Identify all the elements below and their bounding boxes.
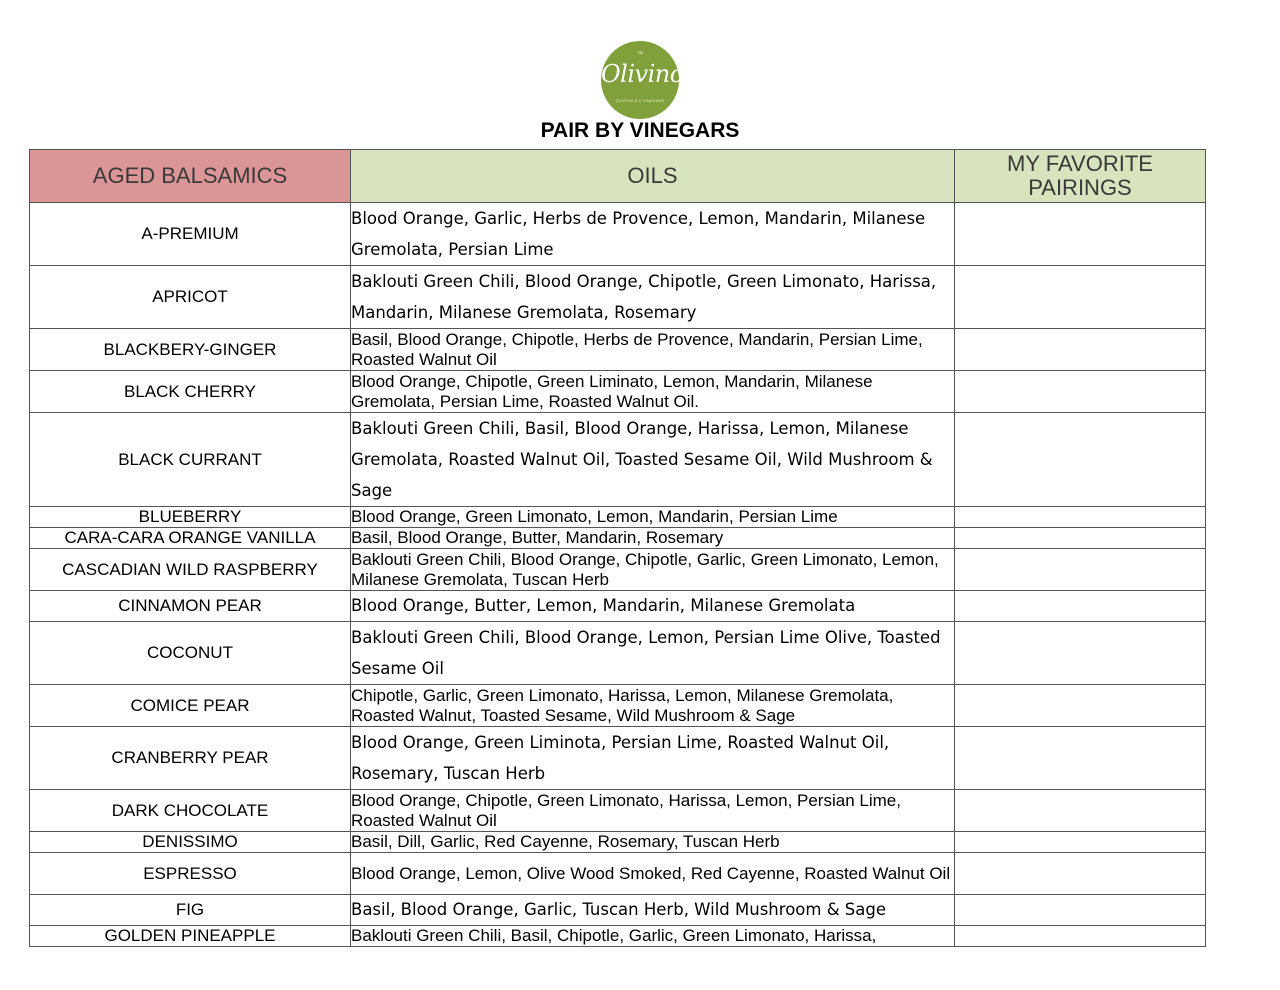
balsamic-name: FIG bbox=[30, 895, 351, 926]
table-row bbox=[30, 790, 1206, 832]
oil-pairings: Blood Orange, Butter, Lemon, Mandarin, Milanese Gremolata bbox=[351, 591, 955, 622]
table-row bbox=[30, 591, 1206, 622]
table-row bbox=[30, 622, 1206, 685]
favorite-pairing-cell[interactable] bbox=[955, 266, 1206, 329]
table-row bbox=[30, 203, 1206, 266]
favorite-pairing-cell[interactable] bbox=[955, 329, 1206, 371]
page-title: PAIR BY VINEGARS bbox=[540, 119, 740, 142]
balsamic-name: CRANBERRY PEAR bbox=[30, 727, 351, 790]
table-header-row bbox=[30, 150, 1206, 203]
balsamic-name: BLACK CURRANT bbox=[30, 413, 351, 507]
table-row bbox=[30, 528, 1206, 549]
balsamic-name: GOLDEN PINEAPPLE bbox=[30, 926, 351, 947]
favorite-pairing-cell[interactable] bbox=[955, 203, 1206, 266]
table-row bbox=[30, 371, 1206, 413]
header-my-favorite-pairings: MY FAVORITE PAIRINGS bbox=[955, 150, 1206, 203]
table-row bbox=[30, 926, 1206, 947]
favorite-pairing-cell[interactable] bbox=[955, 371, 1206, 413]
favorite-pairing-cell[interactable] bbox=[955, 549, 1206, 591]
header-oils: OILS bbox=[351, 150, 955, 203]
table-row bbox=[30, 329, 1206, 371]
balsamic-name: ESPRESSO bbox=[30, 853, 351, 895]
oil-pairings: Basil, Blood Orange, Garlic, Tuscan Herb, Wild Mushroom & Sage bbox=[351, 895, 955, 926]
balsamic-name: BLACK CHERRY bbox=[30, 371, 351, 413]
favorite-pairing-cell[interactable] bbox=[955, 528, 1206, 549]
table-row bbox=[30, 413, 1206, 507]
balsamic-name: BLUEBERRY bbox=[30, 507, 351, 528]
oil-pairings: Blood Orange, Chipotle, Green Limonato, Harissa, Lemon, Persian Lime, Roasted Walnut Oil bbox=[351, 790, 955, 832]
balsamic-name: COCONUT bbox=[30, 622, 351, 685]
table-row bbox=[30, 507, 1206, 528]
favorite-pairing-cell[interactable] bbox=[955, 790, 1206, 832]
oil-pairings: Blood Orange, Green Limonato, Lemon, Mandarin, Persian Lime bbox=[351, 507, 955, 528]
balsamic-name: CASCADIAN WILD RASPBERRY bbox=[30, 549, 351, 591]
oil-pairings: Basil, Blood Orange, Butter, Mandarin, Rosemary bbox=[351, 528, 955, 549]
table-row bbox=[30, 895, 1206, 926]
logo-wordmark: Olivino bbox=[601, 60, 684, 88]
balsamic-name: BLACKBERY-GINGER bbox=[30, 329, 351, 371]
oil-pairings: Basil, Blood Orange, Chipotle, Herbs de Provence, Mandarin, Persian Lime, Roasted Walnut Oil bbox=[351, 329, 955, 371]
table-row bbox=[30, 853, 1206, 895]
oil-pairings: Blood Orange, Green Liminota, Persian Lime, Roasted Walnut Oil, Rosemary, Tuscan Herb bbox=[351, 727, 955, 790]
logo-tagline: OLIVEOILS & VINEGARS bbox=[615, 99, 665, 103]
oil-pairings: Baklouti Green Chili, Blood Orange, Chipotle, Green Limonato, Harissa, Mandarin, Milanese Gremolata, Rosemary bbox=[351, 266, 955, 329]
favorite-pairing-cell[interactable] bbox=[955, 413, 1206, 507]
balsamic-name: APRICOT bbox=[30, 266, 351, 329]
oil-pairings: Baklouti Green Chili, Basil, Chipotle, Garlic, Green Limonato, Harissa, bbox=[351, 926, 955, 947]
table-row bbox=[30, 549, 1206, 591]
favorite-pairing-cell[interactable] bbox=[955, 895, 1206, 926]
balsamic-name: A-PREMIUM bbox=[30, 203, 351, 266]
oil-pairings: Blood Orange, Garlic, Herbs de Provence, Lemon, Mandarin, Milanese Gremolata, Persian Lime bbox=[351, 203, 955, 266]
favorite-pairing-cell[interactable] bbox=[955, 622, 1206, 685]
balsamic-name: DARK CHOCOLATE bbox=[30, 790, 351, 832]
table-row bbox=[30, 727, 1206, 790]
pairing-table bbox=[29, 149, 1206, 947]
olivino-logo bbox=[601, 41, 684, 119]
balsamic-name: COMICE PEAR bbox=[30, 685, 351, 727]
oil-pairings: Baklouti Green Chili, Blood Orange, Lemon, Persian Lime Olive, Toasted Sesame Oil bbox=[351, 622, 955, 685]
favorite-pairing-cell[interactable] bbox=[955, 591, 1206, 622]
balsamic-name: CINNAMON PEAR bbox=[30, 591, 351, 622]
favorite-pairing-cell[interactable] bbox=[955, 853, 1206, 895]
oil-pairings: Baklouti Green Chili, Blood Orange, Chipotle, Garlic, Green Limonato, Lemon, Milanese Gremolata, Tuscan Herb bbox=[351, 549, 955, 591]
balsamic-name: DENISSIMO bbox=[30, 832, 351, 853]
oil-pairings: Chipotle, Garlic, Green Limonato, Harissa, Lemon, Milanese Gremolata, Roasted Walnut, Toasted Sesame, Wild Mushroom & Sage bbox=[351, 685, 955, 727]
oil-pairings: Basil, Dill, Garlic, Red Cayenne, Rosemary, Tuscan Herb bbox=[351, 832, 955, 853]
favorite-pairing-cell[interactable] bbox=[955, 926, 1206, 947]
table-row bbox=[30, 266, 1206, 329]
oil-pairings: Baklouti Green Chili, Basil, Blood Orange, Harissa, Lemon, Milanese Gremolata, Roasted Walnut Oil, Toasted Sesame Oil, Wild Mushroom & Sage bbox=[351, 413, 955, 507]
favorite-pairing-cell[interactable] bbox=[955, 685, 1206, 727]
table-row bbox=[30, 832, 1206, 853]
header-aged-balsamics: AGED BALSAMICS bbox=[30, 150, 351, 203]
favorite-pairing-cell[interactable] bbox=[955, 727, 1206, 790]
oil-pairings: Blood Orange, Lemon, Olive Wood Smoked, Red Cayenne, Roasted Walnut Oil bbox=[351, 853, 955, 895]
favorite-pairing-cell[interactable] bbox=[955, 507, 1206, 528]
table-row bbox=[30, 685, 1206, 727]
balsamic-name: CARA-CARA ORANGE VANILLA bbox=[30, 528, 351, 549]
favorite-pairing-cell[interactable] bbox=[955, 832, 1206, 853]
oil-pairings: Blood Orange, Chipotle, Green Liminato, Lemon, Mandarin, Milanese Gremolata, Persian Lime, Roasted Walnut Oil. bbox=[351, 371, 955, 413]
logo-trademark: TM bbox=[637, 50, 643, 55]
